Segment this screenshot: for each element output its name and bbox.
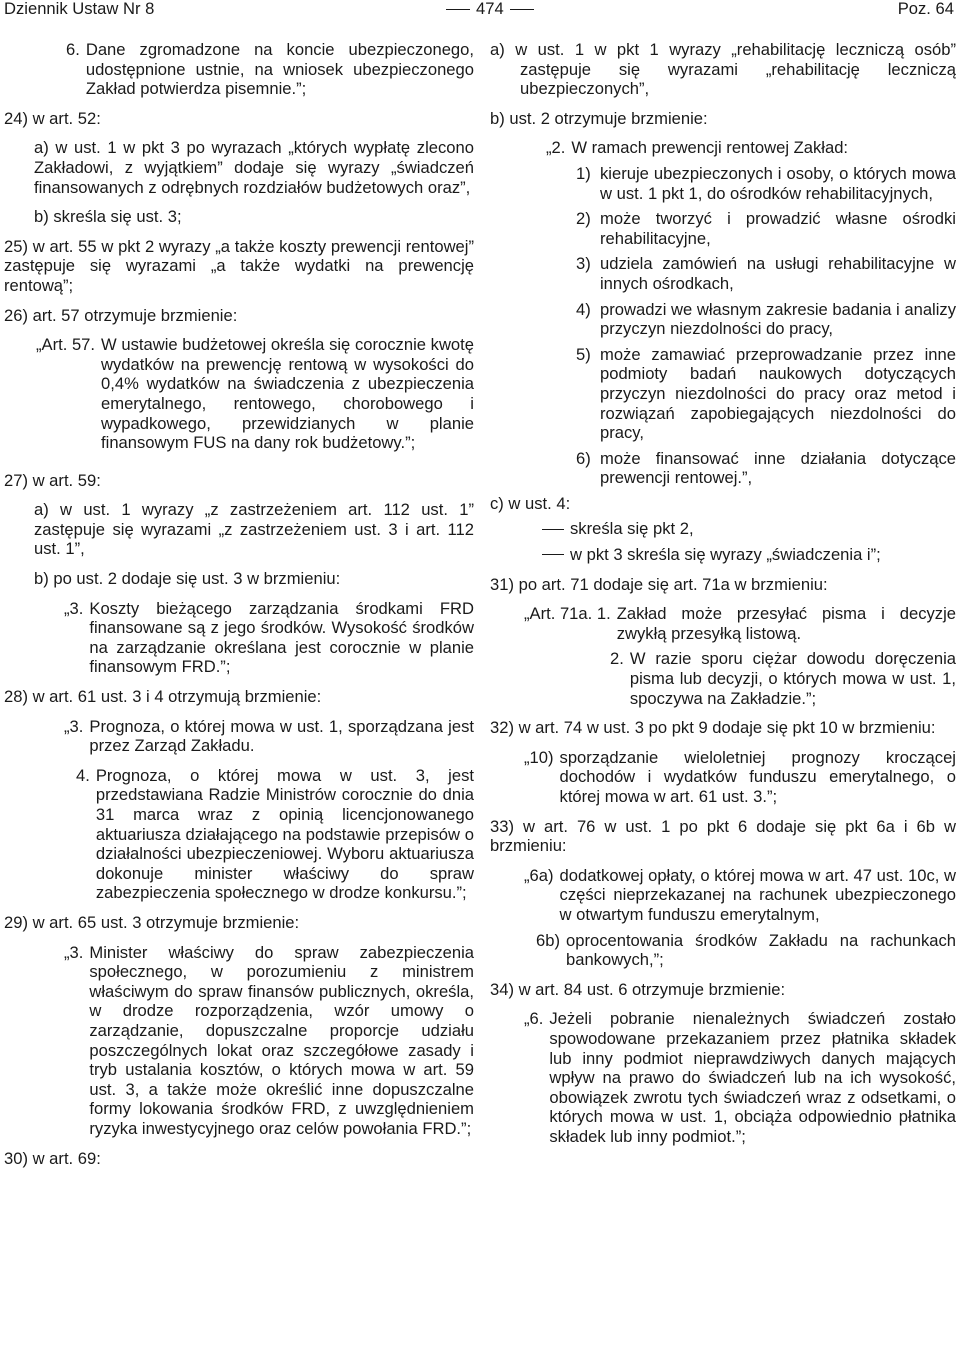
amendment-26: 26) art. 57 otrzymuje brzmienie:	[4, 305, 238, 325]
list-item-text: kieruje ubezpieczonych i osoby, o których mowa w ust. 1 pkt 1, do ośrodków rehabilitacyjnych,	[600, 163, 956, 203]
position-number: Poz. 64	[897, 0, 954, 18]
art-59-ust-3-text: Koszty bieżącego zarządzania środkami FRD finansowane są z jego środków. Wysokość środków na zarządzanie określana jest corocznie w planie finansowym FRD.”;	[89, 598, 474, 677]
list-item-number: 2)	[576, 209, 591, 229]
amendment-27-a: a) w ust. 1 wyrazy „z zastrzeżeniem art. 112 ust. 1” zastępuje się wyrazami „z zastrzeżeniem ust. 3 i art. 112 ust. 1”,	[34, 500, 474, 559]
amendment-25: 25) w art. 55 w pkt 2 wyrazy „a także koszty prewencji rentowej” zastępuje się wyrazami „a także wydatki na prewencję rentową”;	[4, 236, 474, 295]
dash-mark	[542, 554, 564, 555]
art-61-ust-3	[4, 717, 474, 756]
amendment-29: 29) w art. 65 ust. 3 otrzymuje brzmienie:	[4, 912, 300, 932]
page-number-value: 474	[476, 0, 504, 18]
art-76-pkt-6b	[490, 931, 956, 970]
amendment-24-b: b) skreśla się ust. 3;	[34, 207, 182, 227]
art-61-ust-4	[4, 766, 474, 903]
list-item-text: może tworzyć i prowadzić własne ośrodki rehabilitacyjne,	[600, 209, 956, 248]
amendment-30-a: a) w ust. 1 w pkt 1 wyrazy „rehabilitację leczniczą osób” zastępuje się wyrazami „rehabilitację leczniczą ubezpieczonych”,	[490, 40, 956, 99]
art-76-pkt-6a-text: dodatkowej opłaty, o której mowa w art. 47 ust. 10c, w części nieprzekazanej na rachunek ubezpieczonego w otwartym funduszu emerytalnym,	[559, 865, 956, 924]
art-71a-ust-1	[490, 604, 956, 643]
art-71a-ust-2	[490, 649, 956, 708]
amendment-24: 24) w art. 52:	[4, 108, 101, 128]
list-item-number: 4)	[576, 299, 591, 319]
list-item-number: 3)	[576, 254, 591, 274]
art-59-ust-3	[4, 599, 474, 677]
art-84-ust-6-text: Jeżeli pobranie nienależnych świadczeń zostało spowodowane przekazaniem przez płatnika składek lub inny podmiot nieprawdziwych danych mających wpływ na prawo do świadczeń lub na ich wysokość, obowiązek zwrotu tych świadczeń wraz z odsetkami, o których mowa w ust. 1, obciąża odpowiednio płatnika składek lub inny podmiot.”;	[549, 1009, 956, 1146]
art-61-ust-4-number: 4.	[76, 765, 90, 785]
amendment-31: 31) po art. 71 dodaje się art. 71a w brzmieniu:	[490, 574, 828, 594]
amendment-27-b: b) po ust. 2 dodaje się ust. 3 w brzmieniu:	[34, 569, 341, 589]
amendment-30-c-dash-2	[490, 545, 956, 565]
art-76-pkt-6b-text: oprocentowania środków Zakładu na rachunkach bankowych,”;	[565, 930, 956, 970]
art-76-pkt-6b-number: 6b)	[536, 930, 560, 950]
amendment-30: 30) w art. 69:	[4, 1148, 101, 1168]
art-74-pkt-10-number: „10)	[524, 747, 554, 767]
art-76-pkt-6a	[490, 866, 956, 925]
art-71a-ust-1-text: Zakład może przesyłać pisma i decyzje zwykłą przesyłką listową.	[616, 604, 956, 643]
list-item	[576, 164, 956, 203]
art-74-pkt-10	[490, 748, 956, 807]
art-57-number: „Art. 57.	[36, 335, 96, 355]
journal-title: Dziennik Ustaw Nr 8	[4, 0, 155, 18]
list-item-text: może zamawiać przeprowadzanie przez inne podmioty badań naukowych dotyczących przyczyn niezdolności do pracy oraz metod i rozwiązań zapobiegających niezdolności do pracy,	[600, 344, 956, 443]
para-6-text: Dane zgromadzone na koncie ubezpieczonego, udostępnione ustnie, na wniosek ubezpieczonego Zakład potwierdza pisemnie.”;	[85, 40, 474, 99]
amendment-28: 28) w art. 61 ust. 3 i 4 otrzymują brzmienie:	[4, 687, 322, 707]
art-65-ust-3	[4, 943, 474, 1139]
amendment-30-c-dash-2-text: w pkt 3 skreśla się wyrazy „świadczenia i”;	[570, 545, 881, 565]
list-item	[576, 345, 956, 443]
prevention-items-list	[490, 164, 956, 488]
art-61-ust-3-number: „3.	[64, 716, 84, 736]
right-column	[490, 40, 956, 1157]
art-84-ust-6-number: „6.	[524, 1009, 544, 1029]
amendment-32: 32) w art. 74 w ust. 3 po pkt 9 dodaje się pkt 10 w brzmieniu:	[490, 718, 936, 738]
list-item	[576, 300, 956, 339]
amendment-27: 27) w art. 59:	[4, 470, 101, 490]
list-item-text: prowadzi we własnym zakresie badania i analizy przyczyn niezdolności do pracy,	[600, 299, 957, 339]
art-71a-ust-2-text: W razie sporu ciężar dowodu doręczenia pisma lub decyzji, o których mowa w ust. 1, spoczywa na Zakładzie.”;	[629, 649, 956, 708]
art-61-ust-4-text: Prognoza, o której mowa w ust. 3, jest przedstawiana Radzie Ministrów corocznie do dnia 31 marca wraz z opinią licencjonowanego aktuariusza działającego na podstawie przepisów o działalności ubezpieczeniowej. Wyboru aktuariusza dokonuje minister właściwy do spraw zabezpieczenia społecznego w drodze konkursu.”;	[95, 765, 474, 903]
dash-right	[510, 9, 534, 10]
amendment-30-c: c) w ust. 4:	[490, 493, 571, 513]
art-76-pkt-6a-number: „6a)	[524, 865, 554, 885]
art-69-ust-2-number: „2.	[546, 138, 566, 158]
amendment-34: 34) w art. 84 ust. 6 otrzymuje brzmienie:	[490, 979, 786, 999]
list-item-number: 1)	[576, 163, 591, 183]
dash-mark	[542, 529, 564, 530]
amendment-24-a: a) w ust. 1 w pkt 3 po wyrazach „których wypłatę zlecono Zakładowi, z wyjątkiem” dodaje się wyrazy „świadczeń finansowanych z odrębnych rozdziałów budżetowych oraz”,	[34, 138, 474, 197]
art-61-ust-3-text: Prognoza, o której mowa w ust. 1, sporządzana jest przez Zarząd Zakładu.	[89, 716, 474, 756]
art-84-ust-6	[490, 1009, 956, 1146]
list-item-text: może finansować inne działania dotyczące prewencji rentowej.”,	[600, 448, 956, 488]
amendment-30-c-dash-1	[490, 519, 956, 539]
page-number	[440, 0, 540, 18]
page-header	[4, 0, 956, 20]
art-71a-ust-2-number: 2.	[610, 649, 624, 669]
list-item-number: 6)	[576, 448, 591, 468]
art-71a-ust-1-number: „Art. 71a. 1.	[524, 604, 611, 624]
amendment-33: 33) w art. 76 w ust. 1 po pkt 6 dodaje się pkt 6a i 6b w brzmieniu:	[490, 816, 956, 856]
art-57-text: W ustawie budżetowej określa się corocznie kwotę wydatków na prewencję rentową w wysokości do 0,4% wydatków na świadczenia z ubezpieczenia emerytalnego, rentowego, chorobowego i wypadkowego, przewidzianych w planie finansowym FUS na dany rok budżetowy.”;	[101, 335, 474, 453]
art-69-ust-2-text: W ramach prewencji rentowej Zakład:	[571, 138, 849, 158]
art-59-ust-3-number: „3.	[64, 598, 84, 618]
list-item-number: 5)	[576, 344, 591, 364]
para-6	[4, 40, 474, 99]
dash-left	[446, 9, 470, 10]
list-item	[576, 449, 956, 488]
amendment-30-c-dash-1-text: skreśla się pkt 2,	[570, 519, 694, 539]
list-item	[576, 254, 956, 293]
art-65-ust-3-number: „3.	[64, 942, 84, 962]
amendment-30-b: b) ust. 2 otrzymuje brzmienie:	[490, 108, 708, 128]
art-57	[4, 335, 474, 453]
para-6-number: 6.	[66, 40, 80, 59]
list-item	[576, 209, 956, 248]
art-65-ust-3-text: Minister właściwy do spraw zabezpieczenia społecznego, w porozumieniu z ministrem właściwym do spraw finansów publicznych, określa, w drodze rozporządzenia, wzór umowy o zarządzanie, dopuszczalne proporcje udziału poszczególnych lokat oraz szczegółowe zasady i tryb ustalania kosztów, o których mowa w art. 59 ust. 3, a także może określić inne dopuszczalne formy lokowania środków FRD, z uwzględnieniem ryzyka inwestycyjnego oraz celów powołania FRD.”;	[89, 942, 474, 1138]
art-74-pkt-10-text: sporządzanie wieloletniej prognozy kroczącej dochodów i wydatków funduszu emerytalnego, o której mowa w art. 61 ust. 3.”;	[559, 747, 956, 806]
left-column	[4, 40, 474, 1178]
art-69-ust-2	[490, 138, 956, 158]
list-item-text: udziela zamówień na usługi rehabilitacyjne w innych ośrodkach,	[600, 254, 956, 293]
